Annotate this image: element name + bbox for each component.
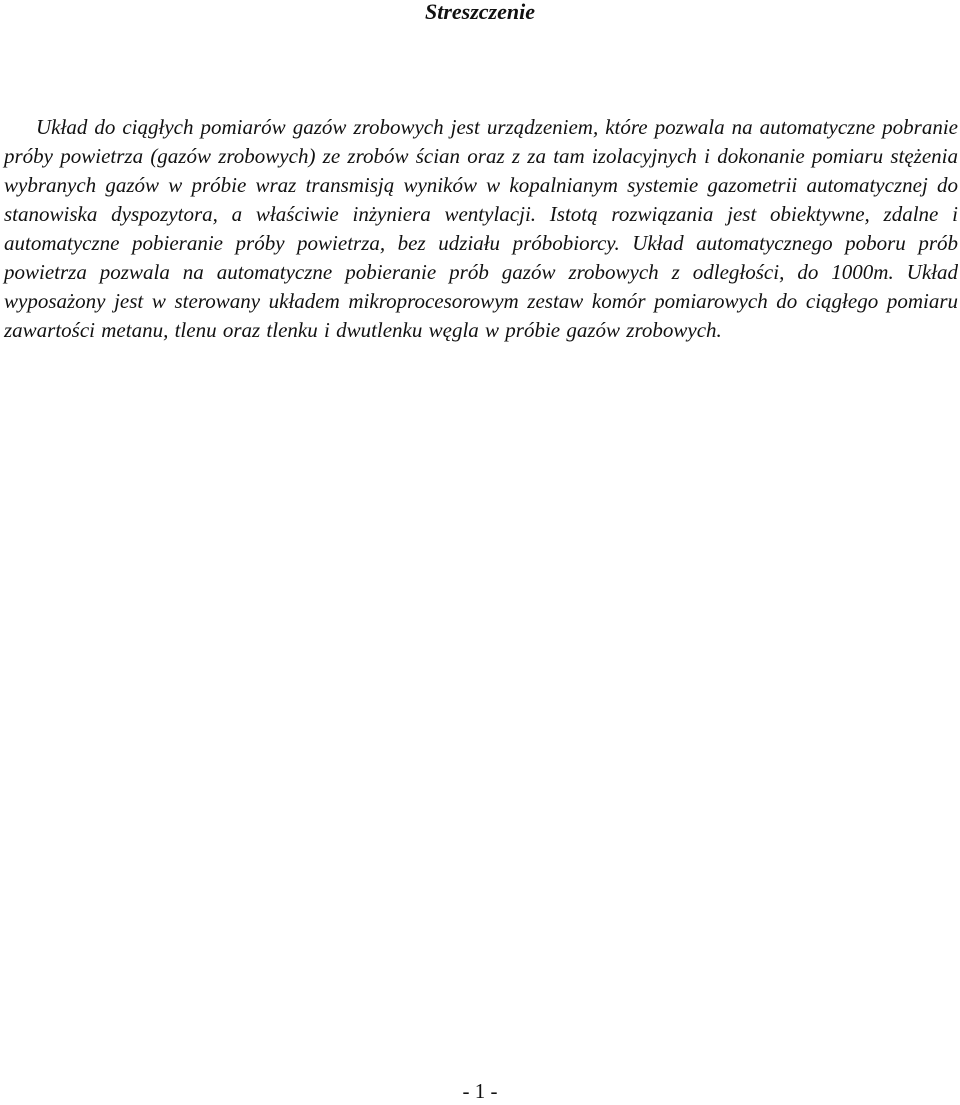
document-heading: Streszczenie bbox=[425, 0, 535, 24]
page-number: - 1 - bbox=[462, 1079, 498, 1103]
abstract-paragraph: Układ do ciągłych pomiarów gazów zrobowych jest urządzeniem, które pozwala na automatyczne pobranie próby powietrza (gazów zrobowych) ze zrobów ścian oraz z za tam izolacyjnych i dokonanie pomiaru stężenia wybranych gazów w próbie wraz transmisją wyników w kopalnianym systemie gazometrii automatycznej do stanowiska dyspozytora, a właściwie inżyniera wentylacji. Istotą rozwiązania jest obiektywne, zdalne i automatyczne pobieranie próby powietrza, bez udziału próbobiorcy. Układ automatycznego poboru prób powietrza pozwala na automatyczne pobieranie prób gazów zrobowych z odległości, do 1000m. Układ wyposażony jest w sterowany układem mikroprocesorowym zestaw komór pomiarowych do ciągłego pomiaru zawartości metanu, tlenu oraz tlenku i dwutlenku węgla w próbie gazów zrobowych. bbox=[4, 115, 958, 342]
